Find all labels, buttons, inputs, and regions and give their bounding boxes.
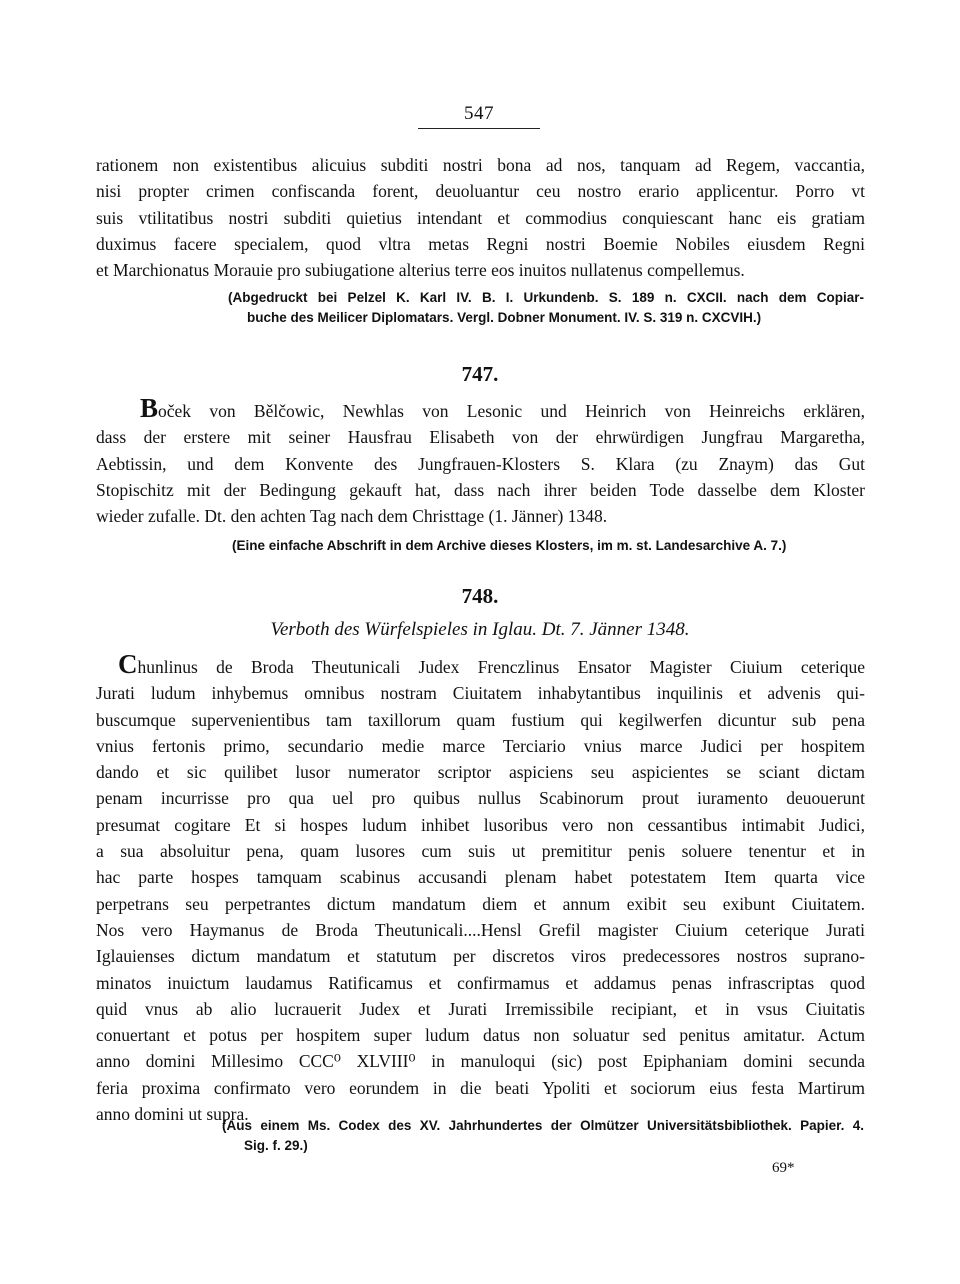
text-line: duximus facere specialem, quod vltra metas Regni nostri Boemie Nobiles eiusdem Regni [96, 233, 865, 254]
signature-mark: 69* [772, 1160, 795, 1176]
text-line: minatos inuictum laudamus Ratificamus et confirmamus et addamus penas infrascriptas quod [96, 972, 865, 993]
text-line: Aebtissin, und dem Konvente des Jungfrauen-Klosters S. Klara (zu Znaym) das Gut [96, 453, 865, 474]
document-748-title: Verboth des Würfelspieles in Iglau. Dt. 7. Jänner 1348. [270, 619, 690, 640]
text-line: Nos vero Haymanus de Broda Theutunicali....Hensl Grefil magister Ciuium ceterique Jurati [96, 919, 865, 940]
text-line: hac parte hospes tamquam scabinus accusandi plenam habet potestatem Item quarta vice [96, 867, 865, 888]
text-line: feria proxima confirmato vero eorundem in die beati Ypoliti et sociorum eius festa Martirum [96, 1077, 865, 1098]
text-line-first [96, 649, 865, 680]
text-line: conuertant et potus per hospitem super ludum datus non soluatur sed penitus amitatur. Actum [96, 1025, 865, 1046]
text-line: anno domini ut supra. [96, 1104, 249, 1125]
text-line: Jurati ludum inhybemus omnibus nostram Ciuitatem inhabytantibus inquilinis et advenis qui- [96, 683, 865, 704]
continuation-paragraph [96, 152, 865, 283]
text-line: dass der erstere mit seiner Hausfrau Elisabeth von der ehrwürdigen Jungfrau Margaretha, [96, 427, 865, 448]
document-number-748: 748. [461, 584, 499, 608]
text-line-first [96, 393, 865, 424]
continuation-source-note [228, 288, 864, 328]
text-line: presumat cogitare Et si hospes ludum inhibet lusoribus vero non cessantibus intimabit Judici, [96, 814, 865, 835]
text-line: Stopischitz mit der Bedingung gekauft hat, dass nach ihrer beiden Tode dasselbe dem Kloster [96, 479, 865, 500]
note-line: (Aus einem Ms. Codex des XV. Jahrhundertes der Olmützer Universitätsbibliothek. Papier. 4. [222, 1118, 864, 1133]
text-line: anno domini Millesimo CCC⁰ XLVIII⁰ in manuloqui (sic) post Epiphaniam domini secunda [96, 1051, 865, 1072]
text-line: wieder zufalle. Dt. den achten Tag nach dem Christtage (1. Jänner) 1348. [96, 506, 608, 527]
document-747-summary [96, 393, 865, 529]
text-line: nisi propter crimen confiscanda forent, deuoluantur ceu nostro erario applicentur. Porro vt [96, 181, 865, 202]
document-748-text [96, 649, 865, 1127]
text-line: et Marchionatus Morauie pro subiugatione alterius terre eos inuitos nullatenus compellemus. [96, 260, 745, 281]
page-number: 547 [464, 103, 494, 124]
text-line: a sua absoluitur pena, quam lusores cum suis ut premititur penis soluere tenentur et in [96, 841, 865, 862]
text-line: buscumque supervenientibus tam taxillorum quam fustium qui kegilwerfen dicuntur sub pena [96, 709, 865, 730]
drop-initial: B [140, 393, 159, 423]
first-line-text: hunlinus de Broda Theutunicali Judex Frenczlinus Ensator Magister Ciuium ceterique [137, 657, 865, 677]
drop-initial: C [118, 649, 138, 679]
first-line-text: oček von Bělčowic, Newhlas von Lesonic und Heinrich von Heinreichs erklären, [158, 401, 865, 421]
text-line: quid vnus ab alio lucrauerit Judex et Jurati Irremissibile recipiant, et in vsus Ciuitatis [96, 998, 865, 1019]
document-number-747: 747. [461, 362, 499, 386]
note-line: (Abgedruckt bei Pelzel K. Karl IV. B. I. Urkundenb. S. 189 n. CXCII. nach dem Copiar- [228, 290, 864, 305]
text-line: perpetrans seu perpetrantes dictum mandatum diem et annum exibit seu exibunt Ciuitatem. [96, 893, 865, 914]
document-747-source-note: (Eine einfache Abschrift in dem Archive dieses Klosters, im m. st. Landesarchive A. 7.) [232, 538, 787, 553]
text-line: vnius fertonis primo, secundario medie marce Terciario vnius marce Judici per hospitem [96, 735, 865, 756]
page-number-rule [418, 128, 540, 129]
text-line: penam incurrisse pro qua uel pro quibus nullus Scabinorum prout iuramento deuouerunt [96, 788, 865, 809]
text-line: Iglauienses dictum mandatum et statutum per discretos viros predecessores nostros suprano- [96, 946, 865, 967]
text-line: dando et sic quilibet lusor numerator scriptor aspiciens seu aspicientes se sciant dictam [96, 762, 865, 783]
note-line: Sig. f. 29.) [244, 1138, 308, 1153]
document-748-source-note [222, 1116, 864, 1156]
text-line: suis vtilitatibus nostri subditi quietius intendant et commodius conquiescant hanc eis gratiam [96, 207, 865, 228]
note-line: buche des Meilicer Diplomatars. Vergl. Dobner Monument. IV. S. 319 n. CXCVIH.) [247, 310, 762, 325]
text-line: rationem non existentibus alicuius subditi nostri bona ad nos, tanquam ad Regem, vaccantia, [96, 155, 865, 175]
